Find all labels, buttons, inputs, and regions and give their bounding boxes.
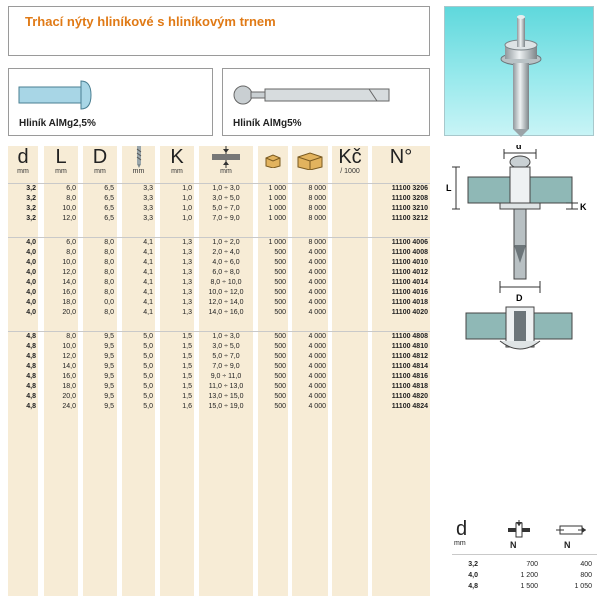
cell-d: 9,5 [104,353,114,360]
header-large-package [292,146,328,182]
cell-large: 4 000 [308,309,326,316]
cell-k: 1,5 [182,373,192,380]
cell-grip: 1,0 ÷ 3,0 [212,185,240,192]
cell-large: 4 000 [308,363,326,370]
cell-k: 1,5 [182,343,192,350]
cell-d: 0,0 [104,299,114,306]
cell-drill: 5,0 [143,353,153,360]
table-row [8,362,430,372]
header-l: L mm [55,146,67,175]
cell-d: 4,8 [26,403,36,410]
cell-k: 1,3 [182,249,192,256]
cell-l: 18,0 [62,383,76,390]
cell-drill: 3,3 [143,205,153,212]
cell-d: 3,2 [26,195,36,202]
cell-d: 9,5 [104,393,114,400]
cell-drill: 4,1 [143,289,153,296]
cell-drill: 4,1 [143,259,153,266]
table-row [8,248,430,258]
cell-k: 1,3 [182,269,192,276]
strength-cell-tension: 800 [580,572,592,579]
cell-grip: 5,0 ÷ 7,0 [212,205,240,212]
cell-k: 1,5 [182,383,192,390]
table-row [8,184,430,194]
strength-cell-tension: 1 050 [574,583,592,590]
strength-cell-tension: 400 [580,561,592,568]
cell-d: 9,5 [104,333,114,340]
cell-no: 11100 4812 [391,353,428,360]
cell-l: 16,0 [62,289,76,296]
strength-row [452,560,597,570]
cell-d: 9,5 [104,343,114,350]
cell-drill: 4,1 [143,269,153,276]
cell-d: 4,8 [26,353,36,360]
cell-grip: 6,0 ÷ 8,0 [212,269,240,276]
cell-l: 10,0 [62,259,76,266]
cell-grip: 1,0 ÷ 2,0 [212,239,240,246]
cell-l: 14,0 [62,279,76,286]
cell-d: 4,8 [26,373,36,380]
cell-no: 11100 3206 [391,185,428,192]
cell-d: 4,0 [26,289,36,296]
header-drill: mm [122,146,155,182]
cell-drill: 4,1 [143,239,153,246]
product-photo [444,6,594,136]
rivet-side-icon [17,79,93,111]
cell-k: 1,6 [182,403,192,410]
rivet-cross-section-icon [444,145,594,365]
table-row [8,342,430,352]
material-panel-almg5 [222,68,430,136]
cell-k: 1,3 [182,289,192,296]
strength-cell-d: 4,8 [468,583,478,590]
cell-drill: 4,1 [143,299,153,306]
cell-d: 4,0 [26,239,36,246]
cell-d: 4,0 [26,279,36,286]
cell-drill: 4,1 [143,309,153,316]
cell-d: 8,0 [104,249,114,256]
cell-grip: 4,0 ÷ 6,0 [212,259,240,266]
table-row [8,298,430,308]
cell-no: 11100 4018 [391,299,428,306]
cell-large: 4 000 [308,249,326,256]
cell-k: 1,5 [182,393,192,400]
cell-drill: 5,0 [143,333,153,340]
cell-k: 1,0 [182,215,192,222]
cell-d: 4,8 [26,343,36,350]
cell-grip: 10,0 ÷ 12,0 [208,289,244,296]
cell-d: 8,0 [104,269,114,276]
cell-d: 8,0 [104,279,114,286]
cell-large: 8 000 [308,195,326,202]
mandrel-icon [229,79,399,111]
table-row [8,392,430,402]
tension-unit: N [564,540,571,550]
cell-drill: 5,0 [143,393,153,400]
cell-l: 12,0 [62,269,76,276]
cell-l: 12,0 [62,215,76,222]
table-row [8,308,430,318]
cell-small: 500 [274,343,286,350]
title-panel [8,6,430,56]
cell-large: 4 000 [308,279,326,286]
cell-d: 6,5 [104,185,114,192]
cell-no: 11100 4814 [391,363,428,370]
cell-d: 9,5 [104,403,114,410]
cell-drill: 4,1 [143,249,153,256]
cell-no: 11100 4020 [391,309,428,316]
cell-small: 1 000 [268,239,286,246]
label-d: d [516,145,522,151]
cell-small: 1 000 [268,195,286,202]
cell-large: 4 000 [308,403,326,410]
cell-d: 9,5 [104,373,114,380]
cell-k: 1,0 [182,195,192,202]
cell-grip: 1,0 ÷ 3,0 [212,333,240,340]
cell-d: 6,5 [104,215,114,222]
cell-no: 11100 4810 [391,343,428,350]
cell-l: 6,0 [66,239,76,246]
cell-small: 500 [274,269,286,276]
label-dd: D [516,293,523,303]
header-number: N° [389,146,413,168]
cell-grip: 12,0 ÷ 14,0 [208,299,244,306]
strength-header-d: d [456,518,468,540]
rivet-photo-icon [445,7,595,137]
cell-grip: 7,0 ÷ 9,0 [212,215,240,222]
strength-table [452,518,597,598]
table-row [8,332,430,342]
cell-grip: 3,0 ÷ 5,0 [212,195,240,202]
large-package-icon [296,150,324,170]
cell-no: 11100 4010 [391,259,428,266]
cell-d: 9,5 [104,363,114,370]
material-label: Hliník AlMg5% [233,118,302,129]
cell-grip: 3,0 ÷ 5,0 [212,343,240,350]
cell-small: 500 [274,259,286,266]
cell-grip: 5,0 ÷ 7,0 [212,353,240,360]
cell-grip: 15,0 ÷ 19,0 [208,403,244,410]
cell-grip: 14,0 ÷ 16,0 [208,309,244,316]
cell-small: 500 [274,279,286,286]
table-row [8,238,430,248]
cell-grip: 13,0 ÷ 15,0 [208,393,244,400]
cell-drill: 5,0 [143,403,153,410]
cell-l: 8,0 [66,333,76,340]
cell-l: 8,0 [66,195,76,202]
material-label: Hliník AlMg2,5% [19,118,96,129]
table-row [8,258,430,268]
cell-small: 500 [274,309,286,316]
cell-small: 1 000 [268,205,286,212]
cell-d: 8,0 [104,239,114,246]
table-row [8,278,430,288]
cell-no: 11100 4006 [391,239,428,246]
cell-l: 10,0 [62,343,76,350]
cell-drill: 5,0 [143,383,153,390]
cell-small: 500 [274,333,286,340]
cell-k: 1,5 [182,333,192,340]
cell-grip: 11,0 ÷ 13,0 [208,383,244,390]
table-row [8,402,430,412]
cell-small: 500 [274,393,286,400]
cell-large: 4 000 [308,343,326,350]
cell-large: 4 000 [308,259,326,266]
cell-no: 11100 4808 [391,333,428,340]
cell-l: 14,0 [62,363,76,370]
cell-no: 11100 3212 [391,215,428,222]
cell-small: 500 [274,403,286,410]
cell-small: 500 [274,299,286,306]
cell-grip: 8,0 ÷ 10,0 [210,279,242,286]
cell-drill: 3,3 [143,185,153,192]
cell-d: 9,5 [104,383,114,390]
cell-l: 16,0 [62,373,76,380]
strength-row [452,582,597,592]
cell-drill: 5,0 [143,373,153,380]
cell-d: 4,8 [26,333,36,340]
table-row [8,382,430,392]
rivet-diagram [444,145,594,365]
small-package-icon [264,152,282,168]
cell-d: 3,2 [26,205,36,212]
cell-d: 3,2 [26,185,36,192]
header-d: d mm [17,146,29,175]
cell-large: 8 000 [308,215,326,222]
header-price: Kč / 1000 [338,146,362,175]
cell-l: 18,0 [62,299,76,306]
cell-k: 1,3 [182,279,192,286]
cell-large: 4 000 [308,333,326,340]
cell-drill: 4,1 [143,279,153,286]
cell-k: 1,5 [182,363,192,370]
cell-large: 4 000 [308,373,326,380]
cell-large: 4 000 [308,289,326,296]
cell-small: 500 [274,373,286,380]
cell-l: 24,0 [62,403,76,410]
material-panel-almg25 [8,68,213,136]
table-row [8,268,430,278]
cell-k: 1,3 [182,239,192,246]
cell-d: 4,0 [26,299,36,306]
cell-small: 1 000 [268,215,286,222]
cell-l: 20,0 [62,393,76,400]
cell-drill: 3,3 [143,215,153,222]
cell-small: 500 [274,249,286,256]
table-row [8,288,430,298]
header-dd: D mm [92,146,108,175]
strength-cell-d: 4,0 [468,572,478,579]
shear-force-icon [504,520,534,540]
cell-drill: 5,0 [143,343,153,350]
tensile-force-icon [556,520,586,540]
cell-d: 8,0 [104,289,114,296]
strength-cell-d: 3,2 [468,561,478,568]
cell-large: 8 000 [308,239,326,246]
strength-cell-shear: 1 500 [520,583,538,590]
cell-no: 11100 3208 [391,195,428,202]
cell-l: 6,0 [66,185,76,192]
table-row [8,372,430,382]
cell-large: 4 000 [308,393,326,400]
cell-large: 8 000 [308,205,326,212]
grip-range-icon [210,146,242,168]
header-small-package [258,146,288,182]
cell-no: 11100 4818 [391,383,428,390]
cell-large: 4 000 [308,353,326,360]
table-row [8,352,430,362]
cell-l: 12,0 [62,353,76,360]
table-row [8,194,430,204]
strength-cell-shear: 1 200 [520,572,538,579]
page-title: Trhací nýty hliníkové s hliníkovým trnem [25,14,276,29]
label-l: L [446,183,452,193]
cell-d: 8,0 [104,309,114,316]
cell-l: 8,0 [66,249,76,256]
cell-k: 1,3 [182,299,192,306]
header-k: K mm [170,146,184,175]
cell-d: 4,8 [26,383,36,390]
cell-k: 1,0 [182,185,192,192]
cell-d: 6,5 [104,195,114,202]
cell-large: 4 000 [308,269,326,276]
cell-d: 6,5 [104,205,114,212]
cell-no: 11100 3210 [391,205,428,212]
cell-small: 500 [274,353,286,360]
cell-k: 1,3 [182,259,192,266]
header-grip: mm [199,146,253,182]
cell-no: 11100 4824 [391,403,428,410]
cell-drill: 3,3 [143,195,153,202]
table-row [8,204,430,214]
cell-small: 500 [274,289,286,296]
cell-large: 4 000 [308,383,326,390]
strength-cell-shear: 700 [526,561,538,568]
cell-d: 4,0 [26,259,36,266]
label-k: K [580,202,587,212]
cell-d: 4,0 [26,309,36,316]
cell-no: 11100 4012 [391,269,428,276]
cell-k: 1,3 [182,309,192,316]
cell-l: 20,0 [62,309,76,316]
cell-no: 11100 4016 [391,289,428,296]
cell-d: 3,2 [26,215,36,222]
cell-grip: 7,0 ÷ 9,0 [212,363,240,370]
cell-d: 4,0 [26,249,36,256]
rivet-table [8,146,430,596]
cell-d: 4,8 [26,363,36,370]
cell-k: 1,0 [182,205,192,212]
cell-k: 1,5 [182,353,192,360]
cell-no: 11100 4816 [391,373,428,380]
cell-large: 4 000 [308,299,326,306]
cell-l: 10,0 [62,205,76,212]
shear-unit: N [510,540,517,550]
table-row [8,214,430,224]
cell-no: 11100 4008 [391,249,428,256]
cell-no: 11100 4820 [391,393,428,400]
cell-large: 8 000 [308,185,326,192]
cell-grip: 9,0 ÷ 11,0 [210,373,242,380]
cell-d: 4,0 [26,269,36,276]
cell-drill: 5,0 [143,363,153,370]
cell-d: 4,8 [26,393,36,400]
cell-small: 500 [274,383,286,390]
cell-small: 500 [274,363,286,370]
cell-d: 8,0 [104,259,114,266]
drill-bit-icon [134,146,144,168]
cell-no: 11100 4014 [391,279,428,286]
cell-grip: 2,0 ÷ 4,0 [212,249,240,256]
cell-small: 1 000 [268,185,286,192]
strength-row [452,571,597,581]
strength-header-unit: mm [454,540,466,547]
